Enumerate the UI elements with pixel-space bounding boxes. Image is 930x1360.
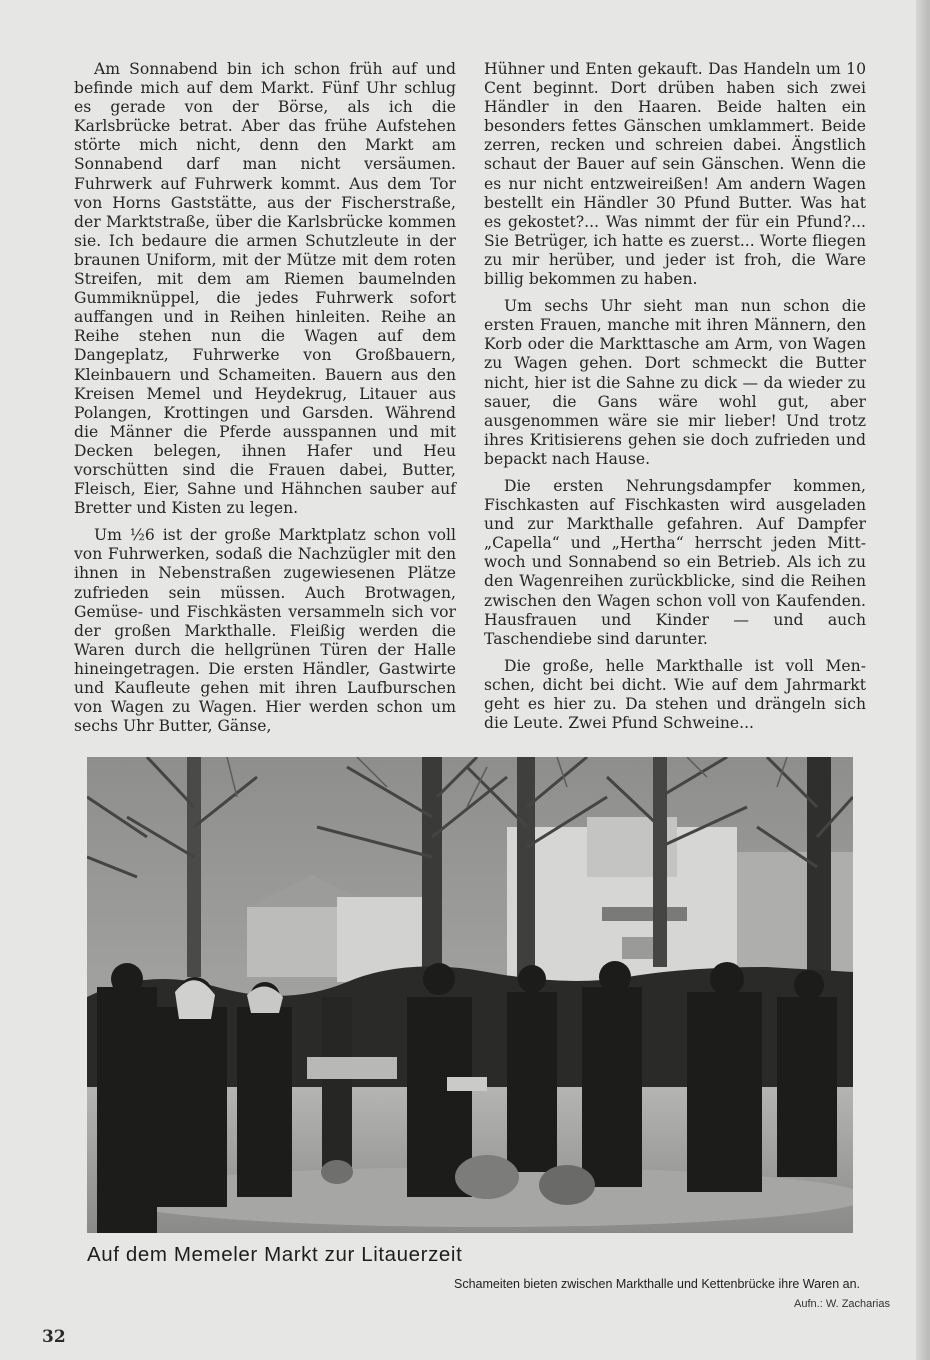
photo-caption-title: Auf dem Memeler Markt zur Litauerzeit (87, 1243, 463, 1266)
photo-caption-subtitle: Schameiten bieten zwischen Markthalle und Kettenbrücke ihre Waren an. (453, 1277, 860, 1291)
paragraph: Um sechs Uhr sieht man nun schon die ersten Frauen, manche mit ihren Männern, den Korb oder die Markttasche am Arm, von Wagen zu Wagen gehen. Dort schmeckt die Butter nicht, hier ist die Sahne zu dick — da wieder zu sauer, die Gans wäre wohl gut, aber ausgenommen wäre sie mir lieber! Und trotz ihres Kritisierens gehen sie doch zufrieden und bepackt nach Hause. (484, 297, 866, 468)
photo-credit: Aufn.: W. Zacharias (794, 1298, 890, 1310)
market-crowd-photo (87, 757, 853, 1233)
text-column-right (484, 60, 866, 741)
text-column-left (74, 60, 456, 744)
paragraph: Die große, helle Markthalle ist voll Menschen, dicht bei dicht. Wie auf dem Jahrmarkt geht es hier zu. Da stehen und drängeln sich die Leute. Zwei Pfund Schweine... (484, 656, 866, 733)
paragraph: Um ½6 ist der große Marktplatz schon voll von Fuhrwerken, sodaß die Nachzügler mit den ihnen in Nebenstraßen zugewiesenen Plätze zufrieden sein müssen. Auch Brotwagen, Gemüse- und Fischkästen versammeln sich vor der großen Markthalle. Fleißig werden die Waren durch die hellgrünen Türen der Halle hineingetragen. Die ersten Händler, Gastwirte und Kaufleute gehen mit ihren Laufburschen von Wagen zu Wagen. Hier werden schon um sechs Uhr Butter, Gänse, (74, 526, 456, 736)
paragraph: Die ersten Nehrungsdampfer kommen, Fischkasten auf Fischkasten wird ausgeladen und zur Markthalle gefahren. Auf Dampfer „Capella“ und „Hertha“ herrscht jeden Mittwoch und Sonnabend so ein Betrieb. Als ich zu den Wagenreihen zurückblicke, sind die Reihen zwischen den Wagen schon voll von Kaufenden. Hausfrauen und Kinder — und auch Taschendiebe sind darunter. (484, 476, 866, 648)
paragraph: Am Sonnabend bin ich schon früh auf und befinde mich auf dem Markt. Fünf Uhr schlug es gerade von der Börse, als ich die Karlsbrücke betrat. Aber das frühe Aufstehen störte mich nicht, denn den Markt am Sonnabend darf man nicht versäumen. Fuhrwerk auf Fuhrwerk kommt. Aus dem Tor von Horns Gaststätte, aus der Fischerstraße, der Marktstraße, über die Karlsbrücke kommen sie. Ich bedaure die armen Schutzleute in der braunen Uniform, mit der Mütze mit dem roten Streifen, mit dem am Riemen baumelnden Gummiknüppel, die jedes Fuhrwerk sofort auffangen und in Reihen hinleiten. Reihe an Reihe stehen nun die Wagen auf dem Dangeplatz, Fuhrwerke von Großbauern, Kleinbauern und Schameiten. Bauern aus den Kreisen Memel und Heydekrug, Litauer aus Polangen, Krottingen und Garsden. Während die Männer die Pferde ausspannen und mit Decken belegen, ihnen Hafer und Heu vorschütten sind die Frauen dabei, Butter, Fleisch, Eier, Sahne und Hähnchen sauber auf Bretter und Kisten zu legen. (74, 60, 456, 518)
page-number: 32 (42, 1327, 66, 1347)
page-edge-shadow (916, 0, 930, 1360)
paragraph-continuation: Hühner und Enten gekauft. Das Handeln um 10 Cent beginnt. Dort drüben haben sich zwei Händler in den Haaren. Beide halten ein besonders fettes Gänschen umklammert. Beide zerren, recken und schreien dabei. Ängstlich schaut der Bauer auf sein Gänschen. Wenn die es nur nicht entzweireißen! Am andern Wagen bestellt ein Händler 30 Pfund Butter. Was hat es gekostet?... Was nimmt der für ein Pfund?... Sie Betrüger, ich hatte es zuerst... Worte fliegen zu mir herüber, und jeder ist froh, die Ware billig bekommen zu haben. (484, 60, 866, 289)
